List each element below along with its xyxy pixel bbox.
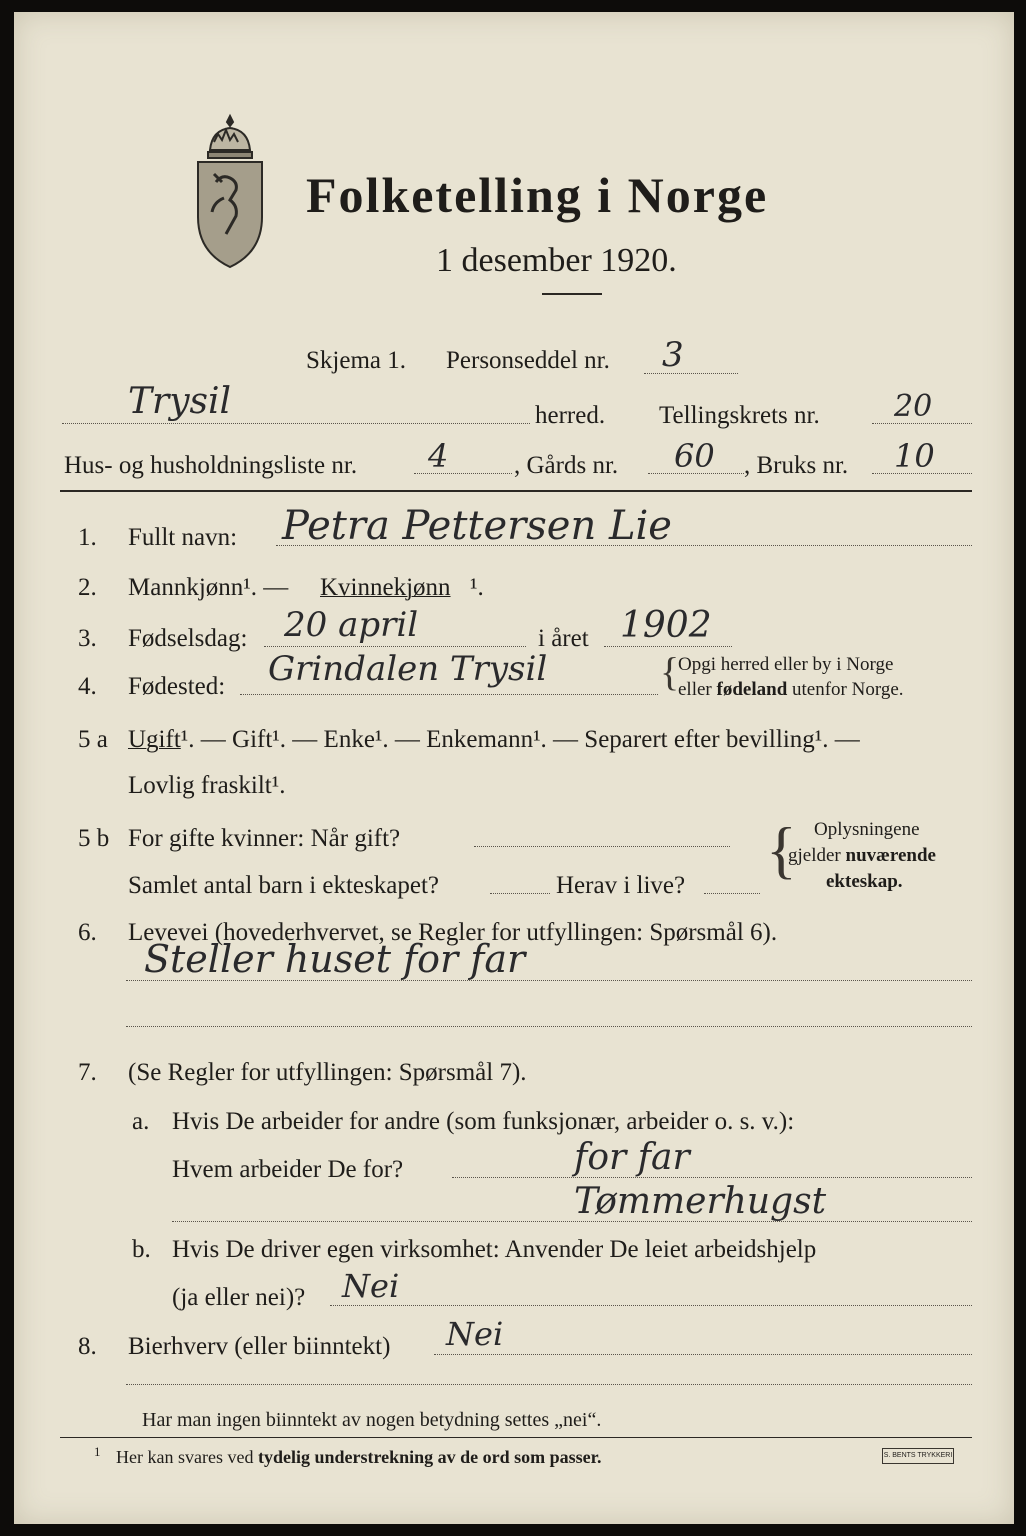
q5b-number: 5 b bbox=[78, 825, 110, 852]
q5b-note1: Oplysningene bbox=[814, 819, 920, 840]
q8-line bbox=[434, 1354, 972, 1355]
skjema-label: Skjema 1. bbox=[306, 347, 406, 374]
q5a-number: 5 a bbox=[78, 726, 108, 753]
occupation-value: Steller huset for far bbox=[144, 937, 526, 981]
footnote-part-b: tydelig understrekning av de ord som passer. bbox=[257, 1447, 602, 1467]
q4-note2c: utenfor Norge. bbox=[787, 679, 904, 700]
birth-year-value: 1902 bbox=[620, 605, 712, 646]
q7-label: (Se Regler for utfyllingen: Spørsmål 7). bbox=[128, 1059, 527, 1086]
q5b-note2b: nuværende bbox=[845, 845, 936, 866]
tellingskrets-label: Tellingskrets nr. bbox=[659, 402, 820, 429]
personseddel-line bbox=[644, 373, 738, 374]
page-title: Folketelling i Norge bbox=[306, 167, 769, 223]
q1-label: Fullt navn: bbox=[128, 524, 238, 551]
biinntekt-note: Har man ingen biinntekt av nogen betydning settes „nei“. bbox=[142, 1409, 602, 1431]
q3-year-label: i året bbox=[538, 625, 589, 652]
q4-note-line2 bbox=[678, 680, 904, 699]
q2-mann-label: Mannkjønn¹. — bbox=[128, 574, 289, 601]
hired-help-value: Nei bbox=[342, 1267, 400, 1305]
q5b-note2 bbox=[788, 846, 936, 865]
q7b-line1: Hvis De driver egen virksomhet: Anvender De leiet arbeidshjelp bbox=[172, 1236, 817, 1263]
herred-line bbox=[62, 423, 530, 424]
q7b-line2: (ja eller nei)? bbox=[172, 1284, 306, 1311]
personseddel-value: 3 bbox=[662, 335, 684, 375]
q4-note2a: eller bbox=[678, 679, 717, 700]
printer-stamp: S. BENTS TRYKKERI bbox=[882, 1448, 954, 1464]
title-divider bbox=[542, 293, 602, 295]
husliste-value: 4 bbox=[428, 437, 449, 475]
bruks-label: , Bruks nr. bbox=[744, 452, 849, 479]
employer-value: for far bbox=[574, 1137, 690, 1178]
q7a-answer-line1 bbox=[452, 1177, 972, 1178]
full-name-value: Petra Pettersen Lie bbox=[282, 503, 672, 549]
husliste-label: Hus- og husholdningsliste nr. bbox=[64, 452, 358, 479]
q6-line2 bbox=[126, 1026, 972, 1027]
herred-label: herred. bbox=[535, 402, 606, 429]
q5a-rest: ¹. — Gift¹. — Enke¹. — Enkemann¹. — Separert efter bevilling¹. — bbox=[180, 726, 860, 753]
bruks-value: 10 bbox=[894, 437, 935, 475]
side-income-value: Nei bbox=[446, 1315, 504, 1353]
q5b-label3: Herav i live? bbox=[556, 872, 686, 899]
q3-label: Fødselsdag: bbox=[128, 625, 248, 652]
q8-label: Bierhverv (eller biinntekt) bbox=[128, 1333, 391, 1360]
q8-number: 8. bbox=[78, 1333, 97, 1360]
q4-label: Fødested: bbox=[128, 673, 226, 700]
employer-value-2: Tømmerhugst bbox=[574, 1181, 827, 1222]
q5b-line3 bbox=[704, 893, 760, 894]
birth-day-value: 20 april bbox=[284, 605, 419, 645]
footer-divider bbox=[60, 1437, 972, 1438]
q3-day-line bbox=[264, 646, 526, 647]
footnote-text bbox=[116, 1448, 602, 1466]
q7a-answer-line2 bbox=[172, 1221, 972, 1222]
q5b-line2 bbox=[490, 893, 550, 894]
gards-value: 60 bbox=[674, 437, 715, 475]
q2-number: 2. bbox=[78, 574, 97, 601]
norwegian-coat-of-arms-icon bbox=[190, 112, 270, 272]
census-date: 1 desember 1920. bbox=[436, 242, 677, 279]
q7a-line1: Hvis De arbeider for andre (som funksjonær, arbeider o. s. v.): bbox=[172, 1108, 795, 1135]
census-form-page bbox=[14, 12, 1014, 1524]
q4-note2b: fødeland bbox=[716, 679, 788, 700]
q5b-note2a: gjelder bbox=[788, 845, 846, 866]
q7b-answer-line bbox=[330, 1305, 972, 1306]
q4-note-line1: Opgi herred eller by i Norge bbox=[678, 654, 894, 675]
q4-brace: { bbox=[660, 649, 680, 694]
q5a-line2: Lovlig fraskilt¹. bbox=[128, 772, 286, 799]
q1-number: 1. bbox=[78, 524, 97, 551]
q2-kvinne-label: Kvinnekjønn bbox=[320, 574, 451, 601]
q5b-label1: For gifte kvinner: Når gift? bbox=[128, 825, 401, 852]
tellingskrets-value: 20 bbox=[894, 389, 933, 424]
q5b-note3: ekteskap. bbox=[826, 871, 903, 892]
q5b-brace: { bbox=[766, 814, 797, 885]
q4-line bbox=[240, 694, 658, 695]
q7a-line2: Hvem arbeider De for? bbox=[172, 1156, 404, 1183]
herred-value: Trysil bbox=[128, 381, 232, 422]
q7b-letter: b. bbox=[132, 1236, 151, 1263]
personseddel-label: Personseddel nr. bbox=[446, 347, 610, 374]
q4-number: 4. bbox=[78, 673, 97, 700]
q8-line2 bbox=[126, 1384, 972, 1385]
q5b-line1 bbox=[474, 846, 730, 847]
birthplace-value: Grindalen Trysil bbox=[268, 649, 548, 689]
q7-number: 7. bbox=[78, 1059, 97, 1086]
q3-number: 3. bbox=[78, 625, 97, 652]
q5a-options bbox=[128, 727, 860, 752]
gards-label: , Gårds nr. bbox=[514, 452, 619, 479]
q6-number: 6. bbox=[78, 919, 97, 946]
footnote-part-a: Her kan svares ved bbox=[116, 1447, 258, 1467]
q3-year-line bbox=[604, 646, 732, 647]
q5a-ugift: Ugift bbox=[128, 726, 181, 753]
q2-sup: ¹. bbox=[470, 574, 484, 601]
q5b-label2: Samlet antal barn i ekteskapet? bbox=[128, 872, 439, 899]
header-divider bbox=[60, 490, 972, 492]
footnote-number: 1 bbox=[94, 1444, 101, 1459]
q6-label: Levevei (hovederhvervet, se Regler for utfyllingen: Spørsmål 6). bbox=[128, 919, 778, 946]
q7a-letter: a. bbox=[132, 1108, 150, 1135]
